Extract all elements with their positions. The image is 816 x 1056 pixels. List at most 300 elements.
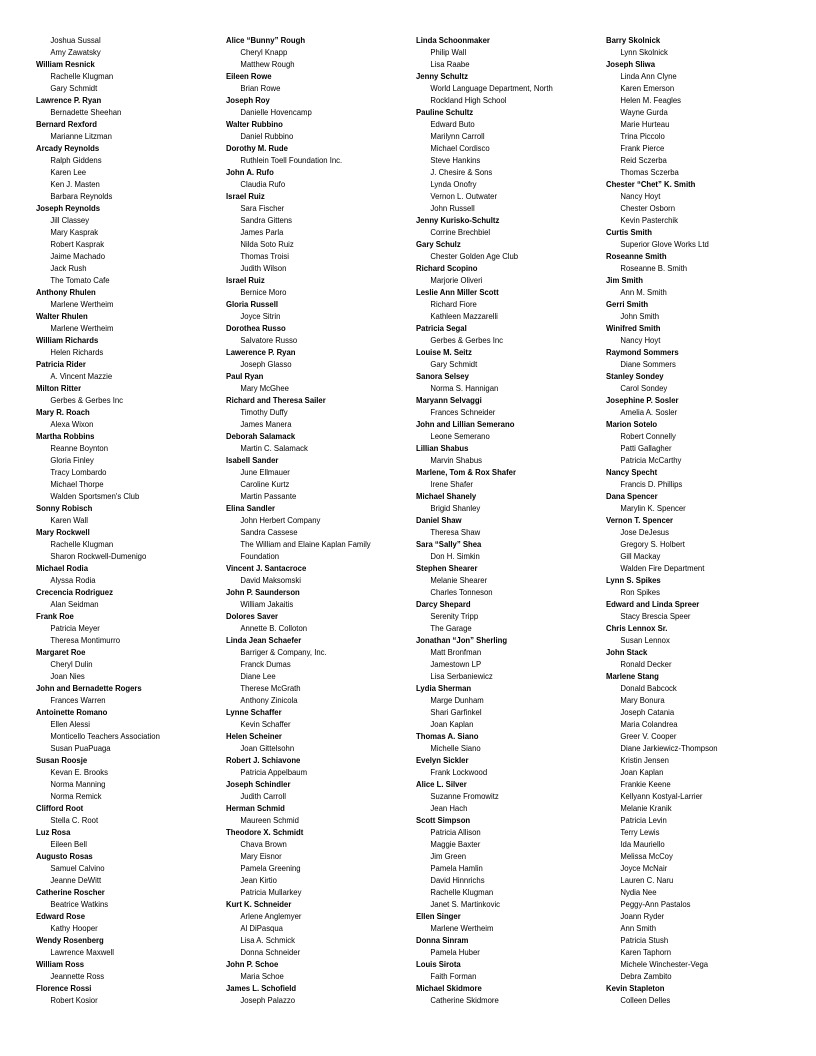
donor-name: Therese McGrath [240, 683, 301, 693]
donor-name: Kristin Jensen [620, 755, 669, 765]
donor-name: Al DiPasqua [240, 923, 283, 933]
honoree-name: Kevin Stapleton [606, 983, 665, 993]
donor-name: Janet S. Martinkovic [430, 899, 501, 909]
honoree-name: Kurt K. Schneider [226, 899, 292, 909]
donor-name: Bernice Moro [240, 287, 287, 297]
honoree-name: Martha Robbins [36, 431, 95, 441]
honoree-name: John Stack [606, 647, 648, 657]
honoree-name: Roseanne Smith [606, 251, 667, 261]
honoree-name: Alice L. Silver [416, 779, 467, 789]
honoree-name: Alice “Bunny” Rough [226, 35, 306, 45]
donor-name: Joseph Palazzo [240, 995, 296, 1005]
honoree-name: Joseph Sliwa [606, 59, 656, 69]
donor-name: Richard Fiore [430, 299, 477, 309]
donor-name: Sandra Cassese [240, 527, 298, 537]
donor-name: Catherine Skidmore [430, 995, 499, 1005]
donor-name: Francis D. Phillips [620, 479, 683, 489]
honoree-name: Nancy Specht [606, 467, 658, 477]
donor-name: Roseanne B. Smith [620, 263, 688, 273]
donor-name: Theresa Montimurro [50, 635, 121, 645]
donor-name: Claudia Rufo [240, 179, 286, 189]
donor-name: Reanne Boynton [50, 443, 109, 453]
donor-name: James Parla [240, 227, 284, 237]
donor-name: J. Chesire & Sons [430, 167, 493, 177]
donor-name: Danielle Hovencamp [240, 107, 312, 117]
donor-name: Kevin Pasterchik [620, 215, 679, 225]
honoree-name: Anthony Rhulen [36, 287, 96, 297]
donor-name: Patricia Stush [620, 935, 669, 945]
donor-name: Edward Buto [430, 119, 475, 129]
donor-name: Serenity Tripp [430, 611, 479, 621]
donor-name: Karen Wall [50, 515, 88, 525]
donor-name: Helen M. Feagles [620, 95, 682, 105]
donor-name: Rachelle Klugman [50, 539, 114, 549]
donor-name: Ellen Alessi [50, 719, 90, 729]
donor-name: Steve Hankins [430, 155, 481, 165]
donor-name: Tracy Lombardo [50, 467, 107, 477]
donor-name: Mary Bonura [620, 695, 665, 705]
honoree-name: Theodore X. Schmidt [226, 827, 304, 837]
honoree-name: John A. Rufo [226, 167, 274, 177]
donor-name: Arlene Anglemyer [240, 911, 302, 921]
donor-name: Joan Gittelsohn [240, 743, 295, 753]
donor-name: Lisa A. Schmick [240, 935, 295, 945]
donor-name: Marlene Wertheim [50, 299, 114, 309]
donor-name: Wayne Gurda [620, 107, 668, 117]
honoree-name: Scott Simpson [416, 815, 471, 825]
donor-name: Brian Rowe [240, 83, 281, 93]
donor-name: Patricia Levin [620, 815, 667, 825]
honoree-name: Elina Sandler [226, 503, 276, 513]
donor-name: Terry Lewis [620, 827, 660, 837]
donor-name: Melanie Shearer [430, 575, 488, 585]
donor-name: William Jakaitis [240, 599, 294, 609]
honoree-name: Richard Scopino [416, 263, 478, 273]
donor-name: World Language Department, North [430, 83, 553, 93]
honoree-name: Robert J. Schiavone [226, 755, 301, 765]
donor-name: Sandra Gittens [240, 215, 292, 225]
honoree-name: Lawerence P. Ryan [226, 347, 296, 357]
honoree-name: John P. Saunderson [226, 587, 300, 597]
donor-name: Brigid Shanley [430, 503, 481, 513]
donor-name: Stacy Brescia Speer [620, 611, 691, 621]
donor-name: Gloria Finley [50, 455, 94, 465]
honoree-name: Isabell Sander [226, 455, 279, 465]
honoree-name: Chester “Chet” K. Smith [606, 179, 696, 189]
honoree-name: Walter Rhulen [36, 311, 88, 321]
honoree-name: Crecencia Rodriguez [36, 587, 113, 597]
donor-name: Norma Remick [50, 791, 102, 801]
honoree-name: Patricia Segal [416, 323, 467, 333]
donor-name: Jeannette Ross [50, 971, 105, 981]
donor-name: Frances Schneider [430, 407, 496, 417]
donor-name: Joseph Catania [620, 707, 675, 717]
donor-name: Marianne Litzman [50, 131, 112, 141]
donor-name: Diane Lee [240, 671, 276, 681]
honoree-name: Pauline Schultz [416, 107, 474, 117]
donor-name: Pamela Hamlin [430, 863, 483, 873]
honoree-name: Winifred Smith [606, 323, 661, 333]
honoree-name: Catherine Roscher [36, 887, 105, 897]
honoree-name: Stanley Sondey [606, 371, 664, 381]
donor-name: Donald Babcock [620, 683, 677, 693]
honoree-name: Dorothea Russo [226, 323, 286, 333]
donor-name: Diane Jarkiewicz-Thompson [620, 743, 718, 753]
honoree-name: Curtis Smith [606, 227, 652, 237]
donor-name: John Russell [430, 203, 475, 213]
honoree-name: Dana Spencer [606, 491, 658, 501]
donor-name: Stella C. Root [50, 815, 99, 825]
donor-name: Corrine Brechbiel [430, 227, 491, 237]
donor-name: Joann Ryder [620, 911, 665, 921]
donor-name: Ralph Giddens [50, 155, 102, 165]
honoree-name: Luz Rosa [36, 827, 71, 837]
honoree-name: Dorothy M. Rude [226, 143, 288, 153]
honoree-name: Walter Rubbino [226, 119, 283, 129]
honoree-name: Raymond Sommers [606, 347, 679, 357]
donor-name: Maria Schoe [240, 971, 284, 981]
donor-name: Lynn Skolnick [620, 47, 668, 57]
donor-name: Leone Semerano [430, 431, 490, 441]
donor-name: Kathleen Mazzarelli [430, 311, 498, 321]
donor-name: Helen Richards [50, 347, 104, 357]
donor-name: Matthew Rough [240, 59, 295, 69]
donor-name: Robert Connelly [620, 431, 676, 441]
honoree-name: Linda Schoonmaker [416, 35, 490, 45]
donor-name: Jill Classey [50, 215, 90, 225]
honoree-name: Arcady Reynolds [36, 143, 100, 153]
donor-name: Chester Golden Age Club [430, 251, 519, 261]
donor-name: Sharon Rockwell-Dumenigo [50, 551, 147, 561]
donor-name: Samuel Calvino [50, 863, 105, 873]
honoree-name: Evelyn Sickler [416, 755, 469, 765]
donor-name: Maureen Schmid [240, 815, 299, 825]
donor-name: Robert Kasprak [50, 239, 105, 249]
honoree-name: Susan Roosje [36, 755, 88, 765]
donor-name: Karen Emerson [620, 83, 675, 93]
donor-name: Ruthlein Toell Foundation Inc. [240, 155, 343, 165]
donor-name: Mary Eisnor [240, 851, 282, 861]
donor-name: Thomas Troisi [240, 251, 289, 261]
donor-name: Martin C. Salamack [240, 443, 308, 453]
donor-name: Barriger & Company, Inc. [240, 647, 327, 657]
honoree-name: Thomas A. Siano [416, 731, 479, 741]
donor-name: Martin Passante [240, 491, 297, 501]
donor-name: Frank Pierce [620, 143, 665, 153]
donor-name: Walden Fire Department [620, 563, 705, 573]
honoree-name: John and Lillian Semerano [416, 419, 515, 429]
donor-name: The William and Elaine Kaplan Family [240, 539, 371, 549]
donor-name: Jean Hach [430, 803, 468, 813]
donor-name: Diane Sommers [620, 359, 676, 369]
honoree-name: John and Bernadette Rogers [36, 683, 142, 693]
donor-name: Salvatore Russo [240, 335, 298, 345]
honoree-name: Lawrence P. Ryan [36, 95, 102, 105]
donor-name: Ken J. Masten [50, 179, 100, 189]
honoree-name: Joseph Schindler [226, 779, 291, 789]
donor-name: Irene Shafer [430, 479, 473, 489]
donor-name: Robert Kosior [50, 995, 98, 1005]
donor-name: Thomas Sczerba [620, 167, 679, 177]
donor-name: Lisa Raabe [430, 59, 470, 69]
donor-name: Lisa Serbaniewicz [430, 671, 493, 681]
donor-name: Joseph Glasso [240, 359, 292, 369]
donor-name: Gerbes & Gerbes Inc [430, 335, 504, 345]
donor-name: Barbara Reynolds [50, 191, 113, 201]
donor-name: Reid Sczerba [620, 155, 667, 165]
donor-name: Patricia McCarthy [620, 455, 682, 465]
honoree-name: Lillian Shabus [416, 443, 469, 453]
donor-name: Patricia Mullarkey [240, 887, 302, 897]
donor-name: Jamestown LP [430, 659, 482, 669]
donor-name: David Maksomski [240, 575, 302, 585]
honoree-name: Paul Ryan [226, 371, 264, 381]
donor-name: Foundation [240, 551, 280, 561]
donor-name: Marylin K. Spencer [620, 503, 686, 513]
donor-name: Faith Forman [430, 971, 477, 981]
donor-name: Matt Bronfman [430, 647, 482, 657]
donor-name: John Herbert Company [240, 515, 321, 525]
honoree-name: Michael Skidmore [416, 983, 482, 993]
donor-name: Jean Kirtio [240, 875, 277, 885]
honoree-name: Clifford Root [36, 803, 84, 813]
donor-name: Susan PuaPuaga [50, 743, 111, 753]
donor-name: Jose DeJesus [620, 527, 669, 537]
honoree-name: Lynne Schaffer [226, 707, 282, 717]
donor-name: Eileen Bell [50, 839, 87, 849]
honoree-name: James L. Schofield [226, 983, 297, 993]
column-3 [416, 34, 583, 1006]
honoree-name: Marion Sotelo [606, 419, 658, 429]
honoree-name: Josephine P. Sosler [606, 395, 679, 405]
donor-name: Philip Wall [430, 47, 467, 57]
donor-name: Marilynn Carroll [430, 131, 485, 141]
donor-name: Marge Dunham [430, 695, 484, 705]
honoree-name: Richard and Theresa Sailer [226, 395, 326, 405]
honoree-name: Lynn S. Spikes [606, 575, 661, 585]
honoree-name: Marlene, Tom & Rox Shafer [416, 467, 516, 477]
honoree-name: Michael Rodia [36, 563, 89, 573]
donor-name: Michael Cordisco [430, 143, 490, 153]
donor-name: Greer V. Cooper [620, 731, 677, 741]
donor-name: The Garage [430, 623, 472, 633]
donor-name: Ronald Decker [620, 659, 672, 669]
donor-name: Caroline Kurtz [240, 479, 290, 489]
donor-name: Michael Thorpe [50, 479, 104, 489]
donor-name: Debra Zambito [620, 971, 672, 981]
honoree-name: Mary Rockwell [36, 527, 90, 537]
honoree-name: Chris Lennox Sr. [606, 623, 668, 633]
donor-name: Chava Brown [240, 839, 287, 849]
honoree-name: Donna Sinram [416, 935, 469, 945]
honoree-name: Daniel Shaw [416, 515, 462, 525]
donor-name: Nilda Soto Ruiz [240, 239, 294, 249]
honoree-name: Linda Jean Schaefer [226, 635, 302, 645]
donor-name: Ann M. Smith [620, 287, 667, 297]
honoree-name: Marlene Stang [606, 671, 659, 681]
donor-name: Joan Kaplan [430, 719, 474, 729]
donor-name: Patricia Meyer [50, 623, 100, 633]
donor-name: Rockland High School [430, 95, 507, 105]
column-2 [226, 34, 393, 1006]
honoree-name: Eileen Rowe [226, 71, 272, 81]
column-4 [606, 34, 773, 1006]
honoree-name: Sara “Sally” Shea [416, 539, 482, 549]
honoree-name: Joseph Roy [226, 95, 270, 105]
donor-name: Bernadette Sheehan [50, 107, 122, 117]
honoree-name: William Resnick [36, 59, 95, 69]
donor-name: Lynda Onofry [430, 179, 477, 189]
donor-name: Amelia A. Sosler [620, 407, 678, 417]
honoree-name: Lydia Sherman [416, 683, 472, 693]
honoree-name: Margaret Roe [36, 647, 86, 657]
donor-name: Jim Green [430, 851, 467, 861]
donor-name: Judith Wilson [240, 263, 287, 273]
donor-name: June Ellmauer [240, 467, 290, 477]
donor-name: Linda Ann Clyne [620, 71, 677, 81]
donor-name: Gary Schmidt [50, 83, 98, 93]
honoree-name: Vincent J. Santacroce [226, 563, 307, 573]
honoree-name: Sonny Robisch [36, 503, 93, 513]
donor-name: Joan Kaplan [620, 767, 664, 777]
donor-name: Ann Smith [620, 923, 657, 933]
donor-name: Shari Garfinkel [430, 707, 482, 717]
honoree-name: Israel Ruiz [226, 275, 265, 285]
donor-name: Joyce Sitrin [240, 311, 281, 321]
donor-name: Vernon L. Outwater [430, 191, 498, 201]
honoree-name: Augusto Rosas [36, 851, 93, 861]
honoree-name: John P. Schoe [226, 959, 279, 969]
donor-name: Superior Glove Works Ltd [620, 239, 709, 249]
donor-name: Marlene Wertheim [430, 923, 494, 933]
donor-name: Cheryl Dulin [50, 659, 93, 669]
donor-name: Don H. Simkin [430, 551, 480, 561]
donor-name: Charles Tonneson [430, 587, 493, 597]
donor-name: Patti Gallagher [620, 443, 672, 453]
donor-name: Suzanne Fromowitz [430, 791, 499, 801]
honoree-name: Bernard Rexford [36, 119, 98, 129]
donor-name: The Tomato Cafe [50, 275, 110, 285]
donor-name: Susan Lennox [620, 635, 670, 645]
column-1 [36, 34, 203, 1006]
honoree-name: Vernon T. Spencer [606, 515, 674, 525]
donor-name: James Manera [240, 419, 292, 429]
honoree-name: Wendy Rosenberg [36, 935, 104, 945]
honoree-name: Herman Schmid [226, 803, 285, 813]
honoree-name: Jim Smith [606, 275, 643, 285]
donor-name: Frankie Keene [620, 779, 671, 789]
donor-name: Melissa McCoy [620, 851, 673, 861]
donor-name: Nancy Hoyt [620, 335, 661, 345]
donor-name: Gerbes & Gerbes Inc [50, 395, 124, 405]
donor-name: Marlene Wertheim [50, 323, 114, 333]
donor-name: Pamela Huber [430, 947, 480, 957]
honoree-name: Dolores Saver [226, 611, 279, 621]
donor-name: Ron Spikes [620, 587, 660, 597]
honoree-name: Michael Shanely [416, 491, 477, 501]
donor-name: Marie Hurteau [620, 119, 670, 129]
honoree-name: Gary Schulz [416, 239, 461, 249]
honoree-name: Joseph Reynolds [36, 203, 101, 213]
donor-name: Frank Lockwood [430, 767, 488, 777]
donor-name: Mary McGhee [240, 383, 289, 393]
donor-name: Pamela Greening [240, 863, 301, 873]
donor-name: Theresa Shaw [430, 527, 481, 537]
donor-name: Norma S. Hannigan [430, 383, 499, 393]
donor-name: Joyce McNair [620, 863, 668, 873]
honoree-name: William Richards [36, 335, 99, 345]
donor-name: Gill Mackay [620, 551, 661, 561]
honoree-name: Jenny Kurisko-Schultz [416, 215, 500, 225]
honoree-name: Mary R. Roach [36, 407, 90, 417]
donor-name: Patricia Appelbaum [240, 767, 308, 777]
honoree-name: Gloria Russell [226, 299, 279, 309]
donor-name: Rachelle Klugman [50, 71, 114, 81]
donor-name: Cheryl Knapp [240, 47, 288, 57]
donor-name: Kellyann Kostyal-Larrier [620, 791, 703, 801]
donor-name: Nydia Nee [620, 887, 657, 897]
donor-name: Alexa Wixon [50, 419, 94, 429]
donor-name: Kevin Schaffer [240, 719, 291, 729]
honoree-name: Israel Ruiz [226, 191, 265, 201]
donor-name: Sara Fischer [240, 203, 285, 213]
donor-name: Gary Schmidt [430, 359, 478, 369]
donor-name: Melanie Kranik [620, 803, 672, 813]
donor-name: Michelle Siano [430, 743, 481, 753]
honoree-name: Barry Skolnick [606, 35, 661, 45]
donor-name: Beatrice Watkins [50, 899, 109, 909]
donor-name: Maria Colandrea [620, 719, 678, 729]
donor-name: Patricia Allison [430, 827, 481, 837]
donor-name: Timothy Duffy [240, 407, 288, 417]
donor-name: Nancy Hoyt [620, 191, 661, 201]
donor-name: Carol Sondey [620, 383, 668, 393]
donor-name: Gregory S. Holbert [620, 539, 685, 549]
donor-name: Maggie Baxter [430, 839, 481, 849]
donor-name: David Hinnrichs [430, 875, 485, 885]
donor-name: A. Vincent Mazzie [50, 371, 113, 381]
donor-name: Mary Kasprak [50, 227, 99, 237]
honoree-name: Gerri Smith [606, 299, 649, 309]
donor-name: Marjorie Oliveri [430, 275, 483, 285]
donor-name: Rachelle Klugman [430, 887, 494, 897]
donor-name: Anthony Zinicola [240, 695, 298, 705]
donor-name: Annette B. Colloton [240, 623, 308, 633]
donor-name: Alan Seidman [50, 599, 99, 609]
donor-name: Michele Winchester-Vega [620, 959, 709, 969]
honoree-name: Stephen Shearer [416, 563, 478, 573]
donor-name: Judith Carroll [240, 791, 286, 801]
donor-name: Monticello Teachers Association [50, 731, 160, 741]
donor-name: Kevan E. Brooks [50, 767, 109, 777]
donor-name: Norma Manning [50, 779, 106, 789]
honoree-name: Louise M. Seitz [416, 347, 472, 357]
honoree-name: Frank Roe [36, 611, 74, 621]
donor-name: Chester Osborn [620, 203, 676, 213]
donor-name: Karen Taphorn [620, 947, 672, 957]
donor-name: Donna Schneider [240, 947, 301, 957]
donor-name: John Smith [620, 311, 660, 321]
donor-name: Joshua Sussal [50, 35, 101, 45]
donor-name: Trina Piccolo [620, 131, 665, 141]
honoree-name: Milton Ritter [36, 383, 82, 393]
honoree-name: Jonathan “Jon” Sherling [416, 635, 508, 645]
donor-name: Franck Dumas [240, 659, 291, 669]
honoree-name: William Ross [36, 959, 85, 969]
donor-name: Jeanne DeWitt [50, 875, 102, 885]
donor-name: Frances Warren [50, 695, 106, 705]
donor-name: Lauren C. Naru [620, 875, 674, 885]
